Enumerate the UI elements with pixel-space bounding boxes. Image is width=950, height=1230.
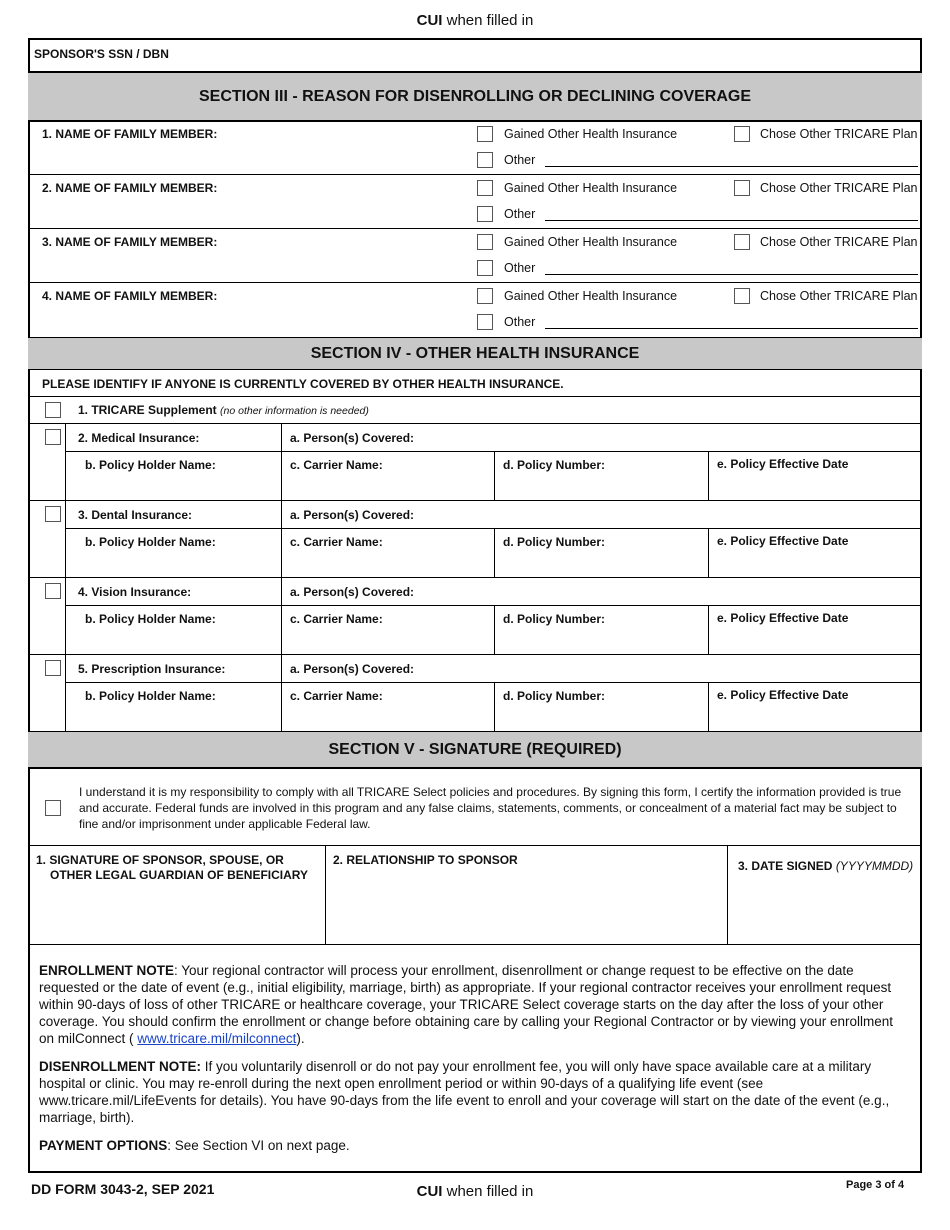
other-label: Other xyxy=(504,261,536,275)
section-5-header: SECTION V - SIGNATURE (REQUIRED) xyxy=(28,732,922,767)
tricare-supplement xyxy=(78,403,369,417)
policy-holder-label: b. Policy Holder Name: xyxy=(85,458,216,472)
family-member-name-field[interactable] xyxy=(40,250,470,278)
policy-effective-date-label: e. Policy Effective Date xyxy=(717,457,849,471)
carrier-name-field[interactable] xyxy=(283,552,492,575)
insurance-type-label: 3. Dental Insurance: xyxy=(78,508,193,522)
section-4-prompt: PLEASE IDENTIFY IF ANYONE IS CURRENTLY COVERED BY OTHER HEALTH INSURANCE. xyxy=(42,377,564,391)
policy-number-field[interactable] xyxy=(496,475,706,498)
disenrollment-note-title: DISENROLLMENT NOTE: xyxy=(39,1059,201,1074)
payment-options xyxy=(39,1137,350,1154)
other-label: Other xyxy=(504,315,536,329)
cui-footer-bold: CUI xyxy=(416,1183,443,1200)
policy-effective-date-field[interactable] xyxy=(710,629,920,652)
carrier-name-field[interactable] xyxy=(283,629,492,652)
chose-tricare-checkbox[interactable] xyxy=(734,180,750,196)
policy-effective-date-field[interactable] xyxy=(710,475,920,498)
payment-options-text: : See Section VI on next page. xyxy=(167,1138,350,1153)
persons-covered-field[interactable] xyxy=(430,656,920,680)
payment-options-title: PAYMENT OPTIONS xyxy=(39,1138,168,1153)
persons-covered-label: a. Person(s) Covered: xyxy=(290,585,415,599)
disenrollment-note-text: If you voluntarily disenroll or do not pay your enrollment fee, you will only have space available care at a military hospital or clinic. You may re-enroll during the next open enrollment period or within 90-days of a qualifying life event (see www.tricare.mil/LifeEvents for details). You have 90-days from the life event to enroll and your coverage will start on the date of the event (e.g., marriage, birth). xyxy=(39,1059,890,1125)
relationship-field[interactable] xyxy=(327,870,725,942)
insurance-type-label: 5. Prescription Insurance: xyxy=(78,662,226,676)
other-reason-field[interactable] xyxy=(545,203,918,221)
insurance-checkbox[interactable] xyxy=(45,506,61,522)
family-member-name-field[interactable] xyxy=(40,304,470,332)
other-checkbox[interactable] xyxy=(477,314,493,330)
policy-effective-date-field[interactable] xyxy=(710,706,920,729)
other-label: Other xyxy=(504,153,536,167)
persons-covered-label: a. Person(s) Covered: xyxy=(290,431,415,445)
relationship-label: 2. RELATIONSHIP TO SPONSOR xyxy=(333,853,518,867)
family-member-label: 3. NAME OF FAMILY MEMBER: xyxy=(42,235,218,249)
enrollment-note-title: ENROLLMENT NOTE xyxy=(39,963,174,978)
gained-insurance-label: Gained Other Health Insurance xyxy=(504,235,678,249)
persons-covered-field[interactable] xyxy=(430,502,920,526)
certification-statement: I understand it is my responsibility to comply with all TRICARE Select policies and procedures. By signing this form, I certify the information provided is true and accurate. Federal funds are involved in this program and any false claims, statements, comments, or concealment of a material fact may be subject to fine and/or imprisonment under applicable Federal law. xyxy=(79,785,902,831)
other-reason-field[interactable] xyxy=(545,257,918,275)
policy-effective-date-label: e. Policy Effective Date xyxy=(717,688,849,702)
family-member-name-field[interactable] xyxy=(40,142,470,170)
policy-number-label: d. Policy Number: xyxy=(503,612,606,626)
gained-insurance-label: Gained Other Health Insurance xyxy=(504,127,678,141)
tricare-supplement-checkbox[interactable] xyxy=(45,402,61,418)
policy-effective-date-label: e. Policy Effective Date xyxy=(717,611,849,625)
policy-number-field[interactable] xyxy=(496,706,706,729)
milconnect-link[interactable]: www.tricare.mil/milconnect xyxy=(137,1031,297,1046)
signature-label-line2: OTHER LEGAL GUARDIAN OF BENEFICIARY xyxy=(50,868,309,882)
insurance-type-label: 4. Vision Insurance: xyxy=(78,585,192,599)
certify-checkbox[interactable] xyxy=(45,800,61,816)
gained-insurance-checkbox[interactable] xyxy=(477,288,493,304)
tricare-supplement-label: 1. TRICARE Supplement xyxy=(78,403,217,417)
chose-tricare-checkbox[interactable] xyxy=(734,126,750,142)
other-reason-field[interactable] xyxy=(545,311,918,329)
other-reason-field[interactable] xyxy=(545,149,918,167)
insurance-checkbox[interactable] xyxy=(45,583,61,599)
family-member-name-field[interactable] xyxy=(40,196,470,224)
chose-tricare-label: Chose Other TRICARE Plan xyxy=(760,181,918,195)
policy-holder-label: b. Policy Holder Name: xyxy=(85,689,216,703)
persons-covered-label: a. Person(s) Covered: xyxy=(290,508,415,522)
section-3-header: SECTION III - REASON FOR DISENROLLING OR DECLINING COVERAGE xyxy=(28,73,922,120)
persons-covered-field[interactable] xyxy=(430,425,920,449)
form-id: DD FORM 3043-2, SEP 2021 xyxy=(31,1181,215,1197)
carrier-name-label: c. Carrier Name: xyxy=(290,535,383,549)
gained-insurance-checkbox[interactable] xyxy=(477,180,493,196)
date-signed-field[interactable] xyxy=(729,880,920,942)
carrier-name-label: c. Carrier Name: xyxy=(290,689,383,703)
gained-insurance-checkbox[interactable] xyxy=(477,234,493,250)
policy-number-label: d. Policy Number: xyxy=(503,535,606,549)
chose-tricare-checkbox[interactable] xyxy=(734,234,750,250)
policy-holder-field[interactable] xyxy=(67,475,279,498)
other-checkbox[interactable] xyxy=(477,152,493,168)
other-checkbox[interactable] xyxy=(477,206,493,222)
cui-footer-rest: when filled in xyxy=(442,1183,534,1200)
signature-label-line1: 1. SIGNATURE OF SPONSOR, SPOUSE, OR xyxy=(36,853,284,867)
carrier-name-label: c. Carrier Name: xyxy=(290,612,383,626)
sponsor-ssn-field[interactable] xyxy=(200,40,920,70)
carrier-name-field[interactable] xyxy=(283,475,492,498)
date-signed-text: 3. DATE SIGNED xyxy=(738,859,833,873)
policy-number-label: d. Policy Number: xyxy=(503,458,606,472)
gained-insurance-checkbox[interactable] xyxy=(477,126,493,142)
family-member-label: 1. NAME OF FAMILY MEMBER: xyxy=(42,127,218,141)
gained-insurance-label: Gained Other Health Insurance xyxy=(504,289,678,303)
insurance-checkbox[interactable] xyxy=(45,660,61,676)
policy-number-field[interactable] xyxy=(496,629,706,652)
policy-effective-date-field[interactable] xyxy=(710,552,920,575)
cui-rest: when filled in xyxy=(442,12,534,29)
policy-effective-date-label: e. Policy Effective Date xyxy=(717,534,849,548)
chose-tricare-label: Chose Other TRICARE Plan xyxy=(760,127,918,141)
chose-tricare-label: Chose Other TRICARE Plan xyxy=(760,289,918,303)
cui-header xyxy=(0,12,950,29)
persons-covered-label: a. Person(s) Covered: xyxy=(290,662,415,676)
page-number: Page 3 of 4 xyxy=(846,1179,905,1191)
cui-footer xyxy=(0,1183,950,1200)
tricare-supplement-note: (no other information is needed) xyxy=(220,405,369,417)
policy-number-field[interactable] xyxy=(496,552,706,575)
chose-tricare-checkbox[interactable] xyxy=(734,288,750,304)
carrier-name-label: c. Carrier Name: xyxy=(290,458,383,472)
cui-bold: CUI xyxy=(416,12,443,29)
date-signed-label xyxy=(738,859,913,873)
disenrollment-note xyxy=(39,1058,911,1126)
chose-tricare-label: Chose Other TRICARE Plan xyxy=(760,235,918,249)
date-format: (YYYYMMDD) xyxy=(835,859,914,873)
carrier-name-field[interactable] xyxy=(283,706,492,729)
other-label: Other xyxy=(504,207,536,221)
policy-holder-field[interactable] xyxy=(67,629,279,652)
section-4-header: SECTION IV - OTHER HEALTH INSURANCE xyxy=(28,338,922,369)
gained-insurance-label: Gained Other Health Insurance xyxy=(504,181,678,195)
family-member-label: 2. NAME OF FAMILY MEMBER: xyxy=(42,181,218,195)
enrollment-note xyxy=(39,962,911,1047)
persons-covered-field[interactable] xyxy=(430,579,920,603)
enrollment-note-text: : Your regional contractor will process your enrollment, disenrollment or change request to be effective on the date requested or the date of event (e.g., initial eligibility, marriage, birth) as appropriate. If your regional contractor receives your enrollment request within 90-days of loss of other TRICARE or healthcare coverage, your TRICARE Select coverage starts on the day after the loss of your other coverage. You should confirm the enrollment or change before obtaining care by calling your Regional Contractor or by viewing your enrollment on milConnect ( xyxy=(39,963,893,1046)
family-member-label: 4. NAME OF FAMILY MEMBER: xyxy=(42,289,218,303)
policy-holder-field[interactable] xyxy=(67,706,279,729)
sponsor-ssn-label: SPONSOR'S SSN / DBN xyxy=(34,47,169,61)
policy-holder-label: b. Policy Holder Name: xyxy=(85,535,216,549)
policy-number-label: d. Policy Number: xyxy=(503,689,606,703)
insurance-checkbox[interactable] xyxy=(45,429,61,445)
policy-holder-label: b. Policy Holder Name: xyxy=(85,612,216,626)
other-checkbox[interactable] xyxy=(477,260,493,276)
enrollment-note-end: ). xyxy=(296,1031,305,1046)
signature-field[interactable] xyxy=(30,885,323,943)
insurance-type-label: 2. Medical Insurance: xyxy=(78,431,200,445)
policy-holder-field[interactable] xyxy=(67,552,279,575)
signature-label xyxy=(36,853,308,883)
